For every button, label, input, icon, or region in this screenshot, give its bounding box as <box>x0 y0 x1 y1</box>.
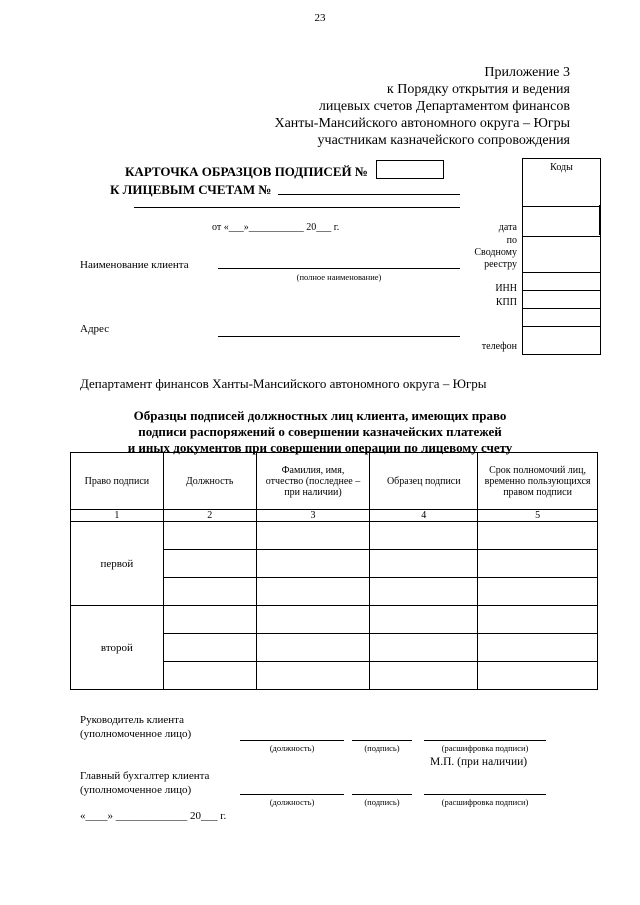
registry-label-line: Сводному <box>474 247 517 258</box>
table-cell[interactable] <box>256 522 370 550</box>
appendix-line: Ханты-Мансийского автономного округа – Югры <box>274 116 570 131</box>
header-cell: Должность <box>163 453 256 510</box>
table-cell[interactable] <box>370 578 478 606</box>
table-cell[interactable] <box>256 634 370 662</box>
table-cell[interactable] <box>478 578 598 606</box>
address-line[interactable] <box>218 336 460 337</box>
number-cell: 1 <box>71 510 164 522</box>
head-position-caption: (должность) <box>269 743 315 753</box>
department-name: Департамент финансов Ханты-Мансийского автономного округа – Югры <box>80 376 487 391</box>
head-label <box>80 713 191 741</box>
codes-date-cell[interactable] <box>523 206 600 237</box>
table-row <box>71 606 598 634</box>
codes-registry-label <box>474 235 517 271</box>
codes-registry-cell[interactable] <box>523 236 600 237</box>
table-cell[interactable] <box>370 550 478 578</box>
registry-label-line: по <box>506 235 517 246</box>
accountant-position-caption: (должность) <box>269 797 315 807</box>
account-title: К ЛИЦЕВЫМ СЧЕТАМ № <box>110 182 272 197</box>
head-label-line: (уполномоченное лицо) <box>80 728 192 740</box>
address-label: Адрес <box>80 323 110 335</box>
codes-box <box>522 158 601 355</box>
card-date[interactable]: от «___»___________ 20___ г. <box>212 222 340 233</box>
codes-kpp-label: КПП <box>495 297 517 308</box>
appendix-header <box>274 64 570 149</box>
table-cell[interactable] <box>370 522 478 550</box>
table-cell[interactable] <box>256 606 370 634</box>
client-name-line[interactable] <box>218 268 460 269</box>
accountant-decoding-line[interactable] <box>424 794 546 795</box>
codes-date-label: дата <box>498 222 517 233</box>
table-cell[interactable] <box>256 662 370 690</box>
table-cell[interactable] <box>163 606 256 634</box>
header-cell: Фамилия, имя, отчество (последнее – при наличии) <box>256 453 370 510</box>
accountant-signature-caption: (подпись) <box>364 797 400 807</box>
codes-date-edge <box>599 205 600 235</box>
table-cell[interactable] <box>163 578 256 606</box>
head-label-line: Руководитель клиента <box>80 714 184 726</box>
table-cell[interactable] <box>163 634 256 662</box>
right-group-first: первой <box>71 522 164 606</box>
card-title: КАРТОЧКА ОБРАЗЦОВ ПОДПИСЕЙ № <box>125 164 368 179</box>
bottom-date[interactable]: «____» _____________ 20___ г. <box>80 810 227 822</box>
codes-inn-cell[interactable] <box>523 272 600 273</box>
samples-title-line: подписи распоряжений о совершении казначейских платежей <box>138 424 502 439</box>
number-cell: 3 <box>256 510 370 522</box>
accountant-position-line[interactable] <box>240 794 344 795</box>
head-signature-caption: (подпись) <box>364 743 400 753</box>
table-cell[interactable] <box>478 634 598 662</box>
table-number-row <box>71 510 598 522</box>
head-position-line[interactable] <box>240 740 344 741</box>
table-cell[interactable] <box>478 550 598 578</box>
registry-label-line: реестру <box>484 259 517 270</box>
number-cell: 5 <box>478 510 598 522</box>
table-cell[interactable] <box>478 522 598 550</box>
client-name-label: Наименование клиента <box>80 259 189 271</box>
head-decoding-caption: (расшифровка подписи) <box>441 743 529 753</box>
appendix-line: лицевых счетов Департаментом финансов <box>318 99 570 114</box>
table-cell[interactable] <box>370 662 478 690</box>
accountant-signature-line[interactable] <box>352 794 412 795</box>
appendix-line: к Порядку открытия и ведения <box>386 82 570 97</box>
samples-title <box>0 408 640 456</box>
number-cell: 4 <box>370 510 478 522</box>
codes-inn-label: ИНН <box>495 283 517 294</box>
codes-phone-cell[interactable] <box>523 326 600 327</box>
right-group-second: второй <box>71 606 164 690</box>
number-cell: 2 <box>163 510 256 522</box>
accountant-label-line: (уполномоченное лицо) <box>80 784 192 796</box>
codes-blank-cell[interactable] <box>523 308 600 309</box>
signatures-table <box>70 452 598 690</box>
table-cell[interactable] <box>256 578 370 606</box>
codes-header: Коды <box>550 162 573 173</box>
samples-title-line: Образцы подписей должностных лиц клиента, имеющих право <box>133 408 507 423</box>
header-cell: Право подписи <box>71 453 164 510</box>
page-number: 23 <box>314 12 326 24</box>
appendix-line: Приложение 3 <box>484 65 570 80</box>
stamp-label: М.П. (при наличии) <box>430 756 528 768</box>
table-cell[interactable] <box>370 606 478 634</box>
table-cell[interactable] <box>256 550 370 578</box>
accountant-label-line: Главный бухгалтер клиента <box>80 770 210 782</box>
client-name-caption: (полное наименование) <box>296 272 382 282</box>
header-cell: Образец подписи <box>370 453 478 510</box>
samples-title-line: и иных документов при совершении операции по лицевому счету <box>127 440 513 455</box>
head-signature-line[interactable] <box>352 740 412 741</box>
account-number-line-2[interactable] <box>134 207 460 208</box>
table-cell[interactable] <box>163 550 256 578</box>
table-cell[interactable] <box>370 634 478 662</box>
card-number-field[interactable] <box>376 160 444 179</box>
table-cell[interactable] <box>163 662 256 690</box>
codes-kpp-cell[interactable] <box>523 290 600 291</box>
table-cell[interactable] <box>478 662 598 690</box>
codes-phone-label: телефон <box>481 341 517 352</box>
head-decoding-line[interactable] <box>424 740 546 741</box>
table-header-row <box>71 453 598 510</box>
account-number-line[interactable] <box>278 194 460 195</box>
appendix-line: участникам казначейского сопровождения <box>317 133 570 148</box>
table-cell[interactable] <box>478 606 598 634</box>
header-cell: Срок полномочий лиц, временно пользующихся правом подписи <box>478 453 598 510</box>
accountant-decoding-caption: (расшифровка подписи) <box>441 797 529 807</box>
accountant-label <box>80 769 209 797</box>
table-row <box>71 522 598 550</box>
table-cell[interactable] <box>163 522 256 550</box>
